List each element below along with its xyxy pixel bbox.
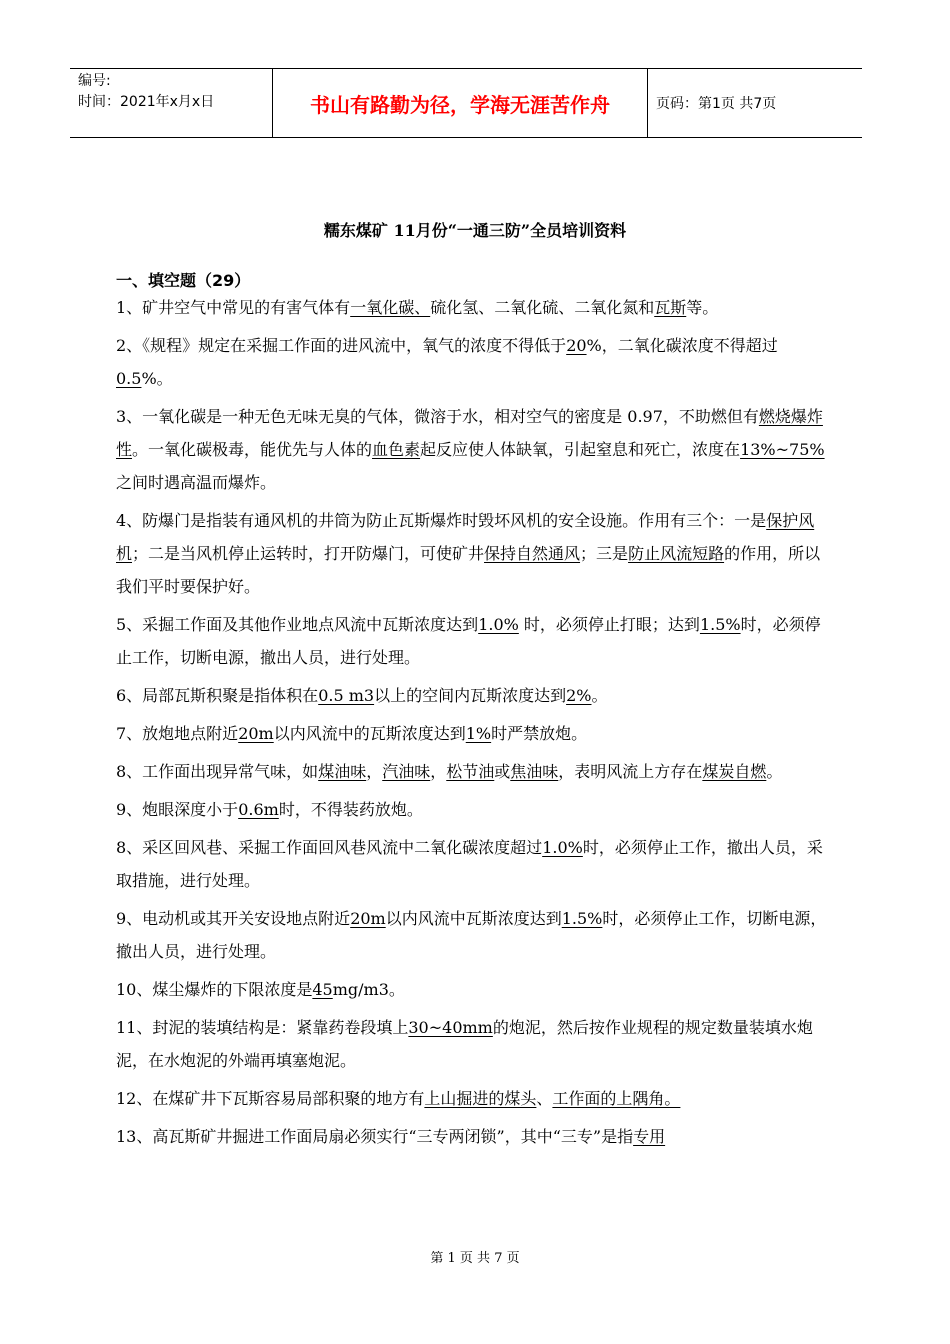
- question-paragraph: [116, 717, 832, 750]
- question-text: 起反应使人体缺氧，引起窒息和死亡，浓度在: [420, 440, 741, 459]
- document-time-label: 时间：2021年x月x日: [78, 94, 215, 110]
- question-text: 9、炮眼深度小于: [116, 800, 239, 819]
- answer-blank: 工作面的上隅角。: [552, 1089, 681, 1108]
- question-text: 时，必须停止打眼；达到: [518, 615, 700, 634]
- question-paragraph: [116, 329, 832, 395]
- answer-blank: 20m: [238, 724, 274, 743]
- answer-blank: 1.0%: [542, 838, 583, 857]
- answer-blank: 0.6m: [238, 800, 279, 819]
- answer-blank: 13%~75%: [740, 440, 825, 459]
- question-text: 。: [591, 686, 608, 705]
- question-text: 以上的空间内瓦斯浓度达到: [374, 686, 567, 705]
- question-text: 4、防爆门是指装有通风机的井筒为防止瓦斯爆炸时毁坏风机的安全设施。作用有三个：一是: [116, 511, 767, 530]
- question-paragraph: [116, 973, 832, 1006]
- answer-blank: 防止风流短路: [628, 544, 725, 563]
- question-text: 6、局部瓦斯积聚是指体积在: [116, 686, 319, 705]
- question-text: 7、放炮地点附近: [116, 724, 239, 743]
- answer-blank: 煤炭自燃: [702, 762, 767, 781]
- question-text: 之间时遇高温而爆炸。: [116, 473, 277, 492]
- answer-blank: 燃烧爆炸性: [116, 407, 823, 459]
- question-text: 10、煤尘爆炸的下限浓度是: [116, 980, 313, 999]
- section-heading: 一、填空题（29）: [116, 271, 251, 290]
- question-text: ，: [366, 762, 383, 781]
- header-page-label: 页码：第1页 共7页: [656, 96, 777, 112]
- answer-blank: 瓦斯: [654, 298, 687, 317]
- question-text: mg/m3。: [332, 980, 405, 999]
- answer-blank: 1.0%: [478, 615, 519, 634]
- question-paragraph: [116, 608, 832, 674]
- question-paragraph: [116, 400, 832, 499]
- answer-blank: 松节油: [446, 762, 495, 781]
- question-text: 时，必须停止工作，切断电源，撤出人员，进行处理。: [116, 615, 821, 667]
- question-text: 的作用，所以我们平时要保护好。: [116, 544, 821, 596]
- question-paragraph: [116, 793, 832, 826]
- answer-blank: 20m: [350, 909, 386, 928]
- question-text: 硫化氢、二氧化硫、二氧化氮和: [430, 298, 655, 317]
- answer-blank: 血色素: [372, 440, 421, 459]
- answer-blank: 一氧化碳、: [350, 298, 431, 317]
- answer-blank: 2%: [566, 686, 592, 705]
- document-number-label: 编号:: [78, 73, 111, 89]
- question-text: 5、采掘工作面及其他作业地点风流中瓦斯浓度达到: [116, 615, 479, 634]
- question-text: 11、封泥的装填结构是：紧靠药卷段填上: [116, 1018, 409, 1037]
- question-paragraph: [116, 755, 832, 788]
- header-left-cell: [70, 69, 273, 137]
- question-text: 。一氧化碳极毒，能优先与人体的: [132, 440, 373, 459]
- answer-blank: 30~40mm: [408, 1018, 493, 1037]
- question-text: 时，不得装药放炮。: [278, 800, 423, 819]
- question-text: 等。: [686, 298, 719, 317]
- question-text: 的炮泥，然后按作业规程的规定数量装填水炮泥，在水炮泥的外端再填塞炮泥。: [116, 1018, 813, 1070]
- question-text: 8、工作面出现异常气味，如: [116, 762, 319, 781]
- question-text: 1、矿井空气中常见的有害气体有: [116, 298, 351, 317]
- question-text: ；三是: [580, 544, 629, 563]
- answer-blank: 1.5%: [699, 615, 741, 634]
- question-paragraph: [116, 291, 832, 324]
- question-paragraph: [116, 504, 832, 603]
- question-paragraph: [116, 902, 832, 968]
- question-text: 时严禁放炮。: [491, 724, 588, 743]
- answer-blank: 专用: [633, 1127, 666, 1146]
- question-text: 13、高瓦斯矿井掘进工作面局扇必须实行“三专两闭锁”，其中“三专”是指: [116, 1127, 634, 1146]
- answer-blank: 45: [312, 980, 333, 999]
- question-paragraph: [116, 1082, 832, 1115]
- question-text: 以内风流中瓦斯浓度达到: [385, 909, 562, 928]
- question-text: 。: [766, 762, 783, 781]
- question-text: ；二是当风机停止运转时，打开防爆门，可使矿井: [132, 544, 485, 563]
- question-text: 、: [536, 1089, 553, 1108]
- answer-blank: 焦油味: [510, 762, 559, 781]
- question-text: 12、在煤矿井下瓦斯容易局部积聚的地方有: [116, 1089, 425, 1108]
- answer-blank: 0.5 m3: [318, 686, 375, 705]
- answer-blank: 20: [566, 336, 587, 355]
- document-body: [116, 291, 832, 1158]
- answer-blank: 汽油味: [382, 762, 431, 781]
- answer-blank: 0.5: [116, 369, 142, 388]
- page-footer: 第 1 页 共 7 页: [430, 1251, 520, 1266]
- header-motto: 书山有路勤为径，学海无涯苦作舟: [273, 69, 648, 137]
- question-text: ，表明风流上方存在: [558, 762, 703, 781]
- question-text: ，: [430, 762, 447, 781]
- question-text: 以内风流中的瓦斯浓度达到: [273, 724, 466, 743]
- question-paragraph: [116, 1011, 832, 1077]
- answer-blank: 煤油味: [318, 762, 367, 781]
- question-text: 时，必须停止工作，撤出人员，采取措施，进行处理。: [116, 838, 823, 890]
- question-text: 8、采区回风巷、采掘工作面回风巷风流中二氧化碳浓度超过: [116, 838, 543, 857]
- question-text: %。: [141, 369, 173, 388]
- question-paragraph: [116, 679, 832, 712]
- answer-blank: 保护风机: [116, 511, 815, 563]
- answer-blank: 保持自然通风: [484, 544, 581, 563]
- question-text: 3、一氧化碳是一种无色无味无臭的气体，微溶于水，相对空气的密度是 0.97，不助燃但有: [116, 407, 759, 426]
- answer-blank: 1%: [465, 724, 492, 743]
- question-paragraph: [116, 831, 832, 897]
- question-text: 2、《规程》规定在采掘工作面的进风流中，氧气的浓度不得低于: [116, 336, 567, 355]
- answer-blank: 1.5%: [561, 909, 603, 928]
- answer-blank: 上山掘进的煤头: [424, 1089, 537, 1108]
- document-title: 糯东煤矿 11月份“一通三防”全员培训资料: [323, 221, 627, 240]
- question-text: 时，必须停止工作，切断电源，撤出人员，进行处理。: [116, 909, 827, 961]
- question-text: 9、电动机或其开关安设地点附近: [116, 909, 351, 928]
- question-paragraph: [116, 1120, 832, 1153]
- document-header: [70, 68, 862, 138]
- question-text: %，二氧化碳浓度不得超过: [586, 336, 778, 355]
- question-text: 或: [494, 762, 511, 781]
